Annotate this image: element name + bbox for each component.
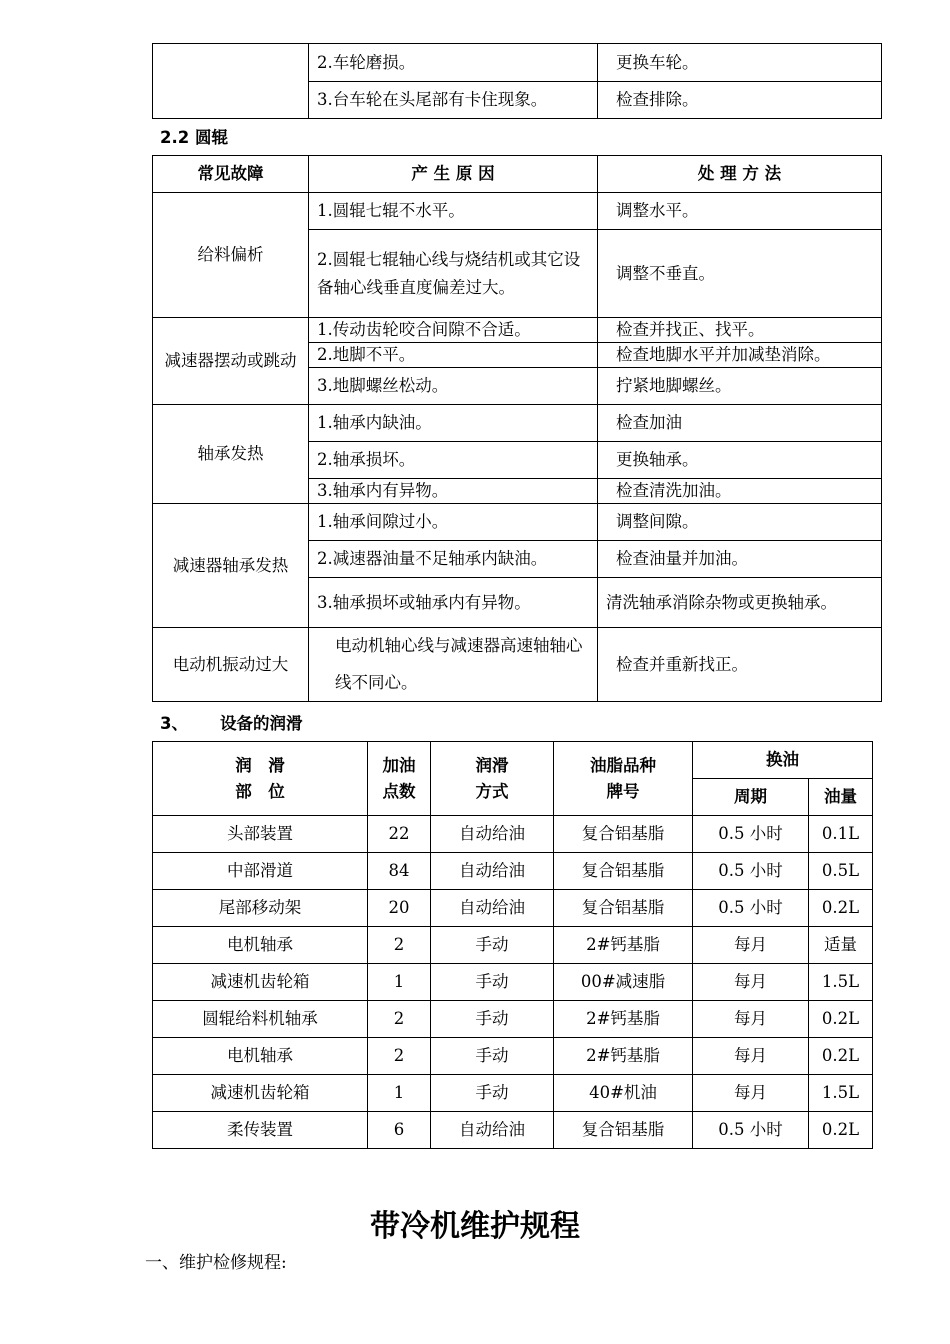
lube-grease-cell: 复合铝基脂	[554, 853, 693, 890]
cause-cell: 2.圆辊七辊轴心线与烧结机或其它设备轴心线垂直度偏差过大。	[309, 230, 598, 318]
round-roller-fault-table	[152, 155, 882, 702]
header-fault: 常见故障	[153, 156, 309, 193]
header-change: 换油	[693, 742, 873, 779]
lube-period-cell: 0.5 小时	[693, 853, 809, 890]
fault-cell: 减速器轴承发热	[153, 504, 309, 628]
lube-points-cell: 22	[368, 816, 431, 853]
lube-grease-cell: 40#机油	[554, 1075, 693, 1112]
fault-cell: 轴承发热	[153, 405, 309, 504]
lube-grease-cell: 2#钙基脂	[554, 927, 693, 964]
lube-mode-cell: 手动	[431, 1038, 554, 1075]
header-period: 周期	[693, 779, 809, 816]
lubrication-rows	[153, 816, 873, 1149]
lube-grease-cell: 复合铝基脂	[554, 816, 693, 853]
header-grease-line1: 油脂品种	[590, 755, 656, 775]
lube-mode-cell: 自动给油	[431, 816, 554, 853]
cause-cell: 1.轴承内缺油。	[309, 405, 598, 442]
lube-part-cell: 电机轴承	[153, 927, 368, 964]
table-row	[153, 964, 873, 1001]
lube-points-cell: 2	[368, 1001, 431, 1038]
lube-amount-cell: 0.2L	[809, 890, 873, 927]
lube-amount-cell: 0.1L	[809, 816, 873, 853]
header-part-line1: 润 滑	[235, 755, 285, 775]
lube-amount-cell: 0.2L	[809, 1038, 873, 1075]
method-cell: 更换轴承。	[598, 442, 882, 479]
method-cell: 清洗轴承消除杂物或更换轴承。	[598, 578, 882, 628]
table-row	[153, 1038, 873, 1075]
lube-points-cell: 20	[368, 890, 431, 927]
header-part	[153, 742, 368, 816]
fault-cell: 减速器摆动或跳动	[153, 318, 309, 405]
header-points-line1: 加油	[382, 755, 416, 775]
cause-cell: 3.台车轮在头尾部有卡住现象。	[309, 82, 598, 119]
lube-period-cell: 每月	[693, 1038, 809, 1075]
header-mode-line1: 润滑	[475, 755, 509, 775]
lube-points-cell: 2	[368, 1038, 431, 1075]
header-points	[368, 742, 431, 816]
table-row	[153, 1112, 873, 1149]
lube-mode-cell: 自动给油	[431, 853, 554, 890]
lube-amount-cell: 1.5L	[809, 1075, 873, 1112]
lube-points-cell: 1	[368, 964, 431, 1001]
cause-cell: 电动机轴心线与减速器高速轴轴心线不同心。	[309, 628, 598, 702]
fault-cell-empty	[153, 44, 309, 119]
lube-period-cell: 0.5 小时	[693, 816, 809, 853]
lube-grease-cell: 复合铝基脂	[554, 890, 693, 927]
lube-mode-cell: 手动	[431, 927, 554, 964]
header-part-line2: 部 位	[235, 781, 285, 801]
cause-cell: 2.车轮磨损。	[309, 44, 598, 82]
cause-cell: 2.减速器油量不足轴承内缺油。	[309, 541, 598, 578]
document-subtitle: 一、维护检修规程:	[145, 1253, 287, 1273]
header-points-line2: 点数	[382, 781, 416, 801]
cause-cell: 2.轴承损坏。	[309, 442, 598, 479]
section-heading-2-2: 2.2 圆辊	[160, 128, 228, 147]
document-title: 带冷机维护规程	[370, 1209, 580, 1244]
method-cell: 调整不垂直。	[598, 230, 882, 318]
table-row	[153, 890, 873, 927]
lube-points-cell: 2	[368, 927, 431, 964]
fault-cell: 电动机振动过大	[153, 628, 309, 702]
header-grease	[554, 742, 693, 816]
cause-cell: 1.圆辊七辊不水平。	[309, 193, 598, 230]
lube-part-cell: 减速机齿轮箱	[153, 964, 368, 1001]
fault-cell: 给料偏析	[153, 193, 309, 318]
lube-part-cell: 圆辊给料机轴承	[153, 1001, 368, 1038]
lube-part-cell: 电机轴承	[153, 1038, 368, 1075]
lube-amount-cell: 1.5L	[809, 964, 873, 1001]
header-method: 处 理 方 法	[598, 156, 882, 193]
header-amount: 油量	[809, 779, 873, 816]
table-row	[153, 1075, 873, 1112]
lube-points-cell: 6	[368, 1112, 431, 1149]
lube-grease-cell: 复合铝基脂	[554, 1112, 693, 1149]
method-cell: 更换车轮。	[598, 44, 882, 82]
lube-period-cell: 每月	[693, 927, 809, 964]
lube-amount-cell: 0.5L	[809, 853, 873, 890]
cause-cell: 3.轴承损坏或轴承内有异物。	[309, 578, 598, 628]
cause-cell: 3.地脚螺丝松动。	[309, 368, 598, 405]
lube-period-cell: 0.5 小时	[693, 890, 809, 927]
table-row	[153, 853, 873, 890]
method-cell: 检查加油	[598, 405, 882, 442]
header-grease-line2: 牌号	[606, 781, 640, 801]
continuation-table	[152, 43, 882, 119]
method-cell: 检查油量并加油。	[598, 541, 882, 578]
method-cell: 检查清洗加油。	[598, 479, 882, 504]
lube-mode-cell: 自动给油	[431, 1112, 554, 1149]
method-cell: 调整水平。	[598, 193, 882, 230]
lube-part-cell: 头部装置	[153, 816, 368, 853]
lubrication-table	[152, 741, 873, 1149]
lube-part-cell: 柔传装置	[153, 1112, 368, 1149]
method-cell: 调整间隙。	[598, 504, 882, 541]
lube-grease-cell: 2#钙基脂	[554, 1001, 693, 1038]
lube-period-cell: 0.5 小时	[693, 1112, 809, 1149]
lube-points-cell: 1	[368, 1075, 431, 1112]
lube-mode-cell: 手动	[431, 1001, 554, 1038]
lube-part-cell: 减速机齿轮箱	[153, 1075, 368, 1112]
cause-cell: 3.轴承内有异物。	[309, 479, 598, 504]
lube-amount-cell: 适量	[809, 927, 873, 964]
cause-cell: 1.传动齿轮咬合间隙不合适。	[309, 318, 598, 343]
method-cell: 检查地脚水平并加减垫消除。	[598, 343, 882, 368]
lube-mode-cell: 手动	[431, 1075, 554, 1112]
table-row	[153, 1001, 873, 1038]
lube-amount-cell: 0.2L	[809, 1001, 873, 1038]
header-cause: 产 生 原 因	[309, 156, 598, 193]
method-cell: 检查并重新找正。	[598, 628, 882, 702]
method-cell: 拧紧地脚螺丝。	[598, 368, 882, 405]
lube-part-cell: 中部滑道	[153, 853, 368, 890]
method-cell: 检查并找正、找平。	[598, 318, 882, 343]
lube-period-cell: 每月	[693, 1001, 809, 1038]
section-heading-3: 设备的润滑	[220, 714, 303, 733]
lube-mode-cell: 自动给油	[431, 890, 554, 927]
header-mode-line2: 方式	[475, 781, 509, 801]
lube-points-cell: 84	[368, 853, 431, 890]
method-cell: 检查排除。	[598, 82, 882, 119]
lube-period-cell: 每月	[693, 1075, 809, 1112]
lube-mode-cell: 手动	[431, 964, 554, 1001]
lube-amount-cell: 0.2L	[809, 1112, 873, 1149]
table-row	[153, 816, 873, 853]
cause-cell: 2.地脚不平。	[309, 343, 598, 368]
section-number-3: 3、	[160, 714, 188, 733]
lube-part-cell: 尾部移动架	[153, 890, 368, 927]
lube-grease-cell: 00#减速脂	[554, 964, 693, 1001]
lube-grease-cell: 2#钙基脂	[554, 1038, 693, 1075]
table-row	[153, 927, 873, 964]
header-mode	[431, 742, 554, 816]
lube-period-cell: 每月	[693, 964, 809, 1001]
cause-cell: 1.轴承间隙过小。	[309, 504, 598, 541]
